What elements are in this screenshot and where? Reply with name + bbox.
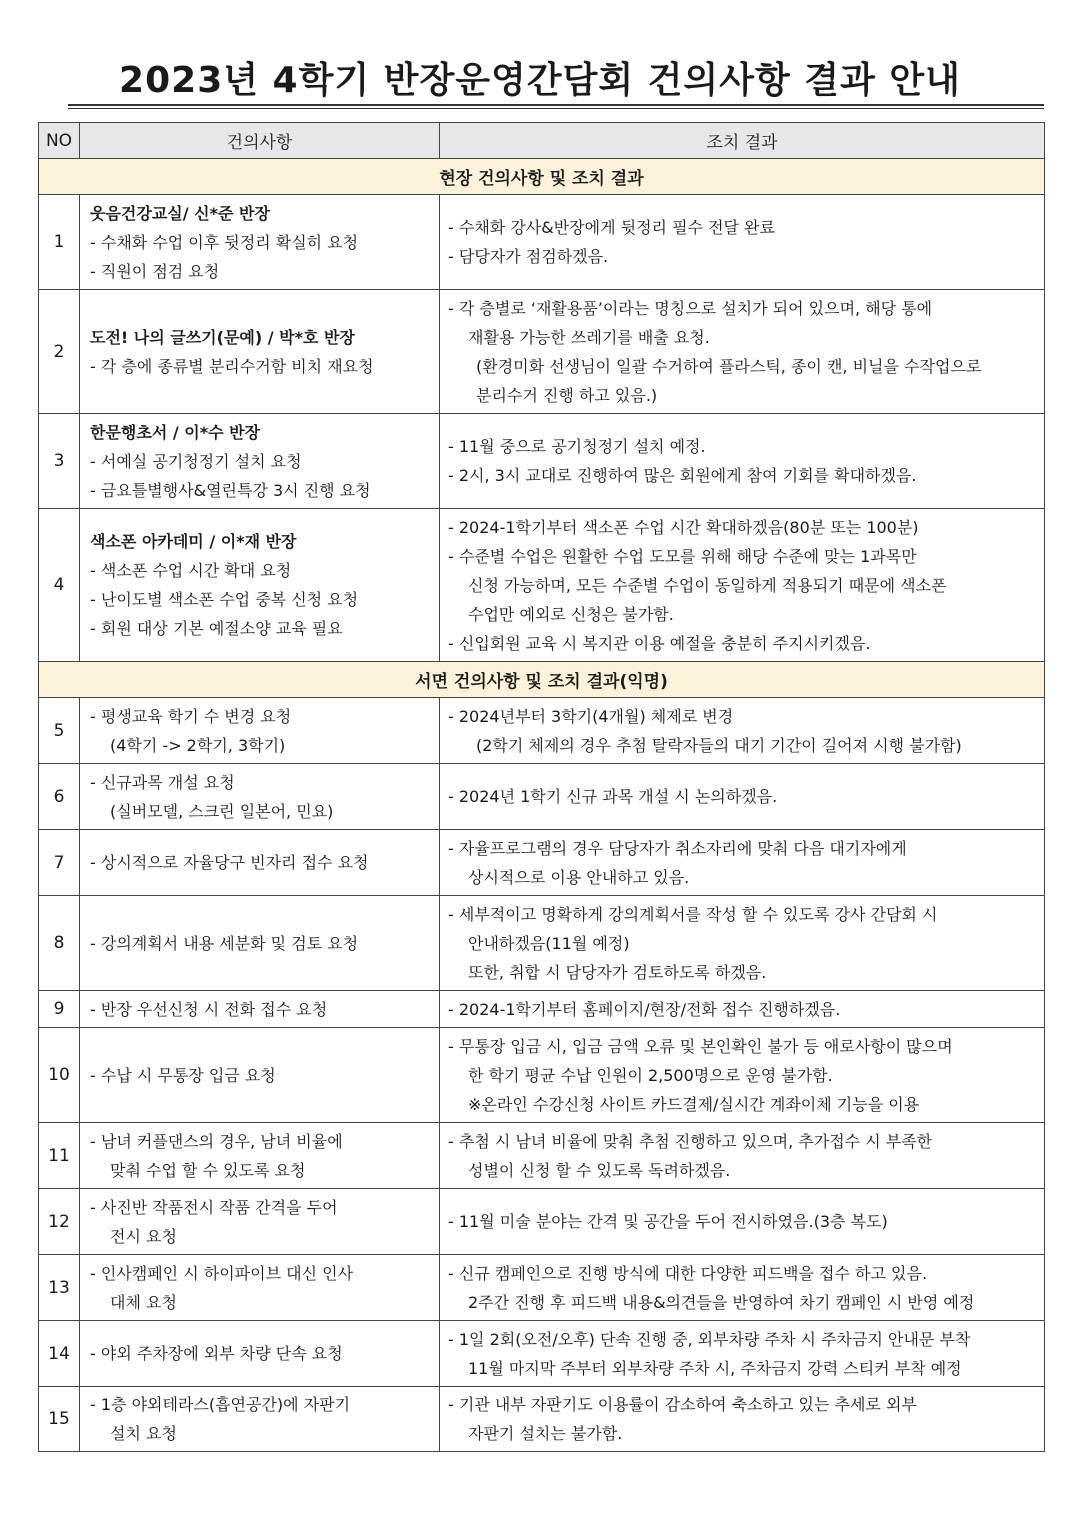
result-line: - 수채화 강사&반장에게 뒷정리 필수 전달 완료 <box>448 218 775 237</box>
request-line: - 신규과목 개설 요청 <box>90 772 235 792</box>
result-line: - 11월 중으로 공기청정기 설치 예정. <box>448 437 706 456</box>
result-cell <box>440 764 1045 830</box>
request-cell <box>80 1123 440 1189</box>
request-line: - 직원이 점검 요청 <box>90 261 220 281</box>
header-no: NO <box>39 123 80 159</box>
request-line: 대체 요청 <box>110 1292 177 1312</box>
request-cell <box>80 1189 440 1255</box>
table-row <box>39 195 1045 290</box>
request-cell <box>80 830 440 896</box>
request-cell <box>80 1255 440 1321</box>
result-line: - 11월 미술 분야는 간격 및 공간을 두어 전시하였음.(3층 복도) <box>448 1212 888 1231</box>
row-number: 8 <box>39 896 80 991</box>
results-table <box>38 122 1045 1452</box>
table-row <box>39 698 1045 764</box>
result-line: 신청 가능하며, 모든 수준별 수업이 동일하게 적용되기 때문에 색소폰 <box>468 575 947 595</box>
table-row <box>39 1387 1045 1452</box>
request-cell <box>80 764 440 830</box>
request-line: - 남녀 커플댄스의 경우, 남녀 비율에 <box>90 1131 343 1151</box>
table-row <box>39 991 1045 1028</box>
result-cell <box>440 1321 1045 1387</box>
result-line: - 세부적이고 명확하게 강의계획서를 작성 할 수 있도록 강사 간담회 시 <box>448 904 938 924</box>
result-cell <box>440 1189 1045 1255</box>
result-cell <box>440 830 1045 896</box>
result-line: 한 학기 평균 수납 인원이 2,500명으로 운영 불가함. <box>468 1065 833 1085</box>
result-line: 11월 마지막 주부터 외부차량 주차 시, 주차금지 강력 스티커 부착 예정 <box>468 1358 962 1378</box>
result-cell <box>440 896 1045 991</box>
result-line: - 신규 캠페인으로 진행 방식에 대한 다양한 피드백을 접수 하고 있음. <box>448 1263 928 1283</box>
table-row <box>39 1028 1045 1123</box>
result-line: 또한, 취합 시 담당자가 검토하도록 하겠음. <box>468 962 767 982</box>
result-line: - 수준별 수업은 원활한 수업 도모를 위해 해당 수준에 맞는 1과목만 <box>448 546 917 566</box>
table-row <box>39 1321 1045 1387</box>
table-row <box>39 1189 1045 1255</box>
result-cell <box>440 414 1045 509</box>
result-line: - 2024-1학기부터 홈페이지/현장/전화 접수 진행하겠음. <box>448 999 841 1019</box>
section-header-row <box>39 159 1045 195</box>
request-cell <box>80 290 440 414</box>
request-line: - 반장 우선신청 시 전화 접수 요청 <box>90 999 328 1019</box>
result-line: - 2024-1학기부터 색소폰 수업 시간 확대하겠음(80분 또는 100분) <box>448 517 919 537</box>
request-line: 전시 요청 <box>110 1226 177 1246</box>
result-line: - 2시, 3시 교대로 진행하여 많은 회원에게 참여 기회를 확대하겠음. <box>448 466 917 485</box>
row-number: 9 <box>39 991 80 1028</box>
result-line: (2학기 체제의 경우 추첨 탈락자들의 대기 기간이 길어져 시행 불가함) <box>476 735 962 755</box>
request-cell <box>80 509 440 662</box>
page-title: 2023년 4학기 반장운영간담회 건의사항 결과 안내 <box>119 60 961 101</box>
request-title: 도전! 나의 글쓰기(문예) / 박*호 반장 <box>90 327 355 347</box>
row-number: 5 <box>39 698 80 764</box>
row-number: 2 <box>39 290 80 414</box>
request-title: 색소폰 아카데미 / 이*재 반장 <box>90 532 297 551</box>
row-number: 11 <box>39 1123 80 1189</box>
request-line: - 금요틀별행사&열린특강 3시 진행 요청 <box>90 480 371 500</box>
request-cell <box>80 991 440 1028</box>
result-line: - 담당자가 점검하겠음. <box>448 247 609 266</box>
request-line: - 각 층에 종류별 분리수거함 비치 재요청 <box>90 356 374 376</box>
request-line: - 수채화 수업 이후 뒷정리 확실히 요청 <box>90 232 359 252</box>
request-cell <box>80 896 440 991</box>
request-line: - 사진반 작품전시 작품 간격을 두어 <box>90 1197 338 1217</box>
request-cell <box>80 698 440 764</box>
row-number: 13 <box>39 1255 80 1321</box>
result-line: ※온라인 수강신청 사이트 카드결제/실시간 계좌이체 기능을 이용 <box>468 1094 920 1114</box>
title-rule-thin <box>68 108 1044 109</box>
section-title: 현장 건의사항 및 조치 결과 <box>39 159 1045 195</box>
row-number: 4 <box>39 509 80 662</box>
request-line: - 상시적으로 자율당구 빈자리 접수 요청 <box>90 853 369 872</box>
section-header-row <box>39 662 1045 698</box>
row-number: 3 <box>39 414 80 509</box>
result-cell <box>440 1387 1045 1452</box>
request-line: - 난이도별 색소폰 수업 중복 신청 요청 <box>90 590 359 609</box>
result-line: (환경미화 선생님이 일괄 수거하여 플라스틱, 종이 캔, 비닐을 수작업으로 <box>476 356 982 376</box>
request-cell <box>80 195 440 290</box>
request-line: 설치 요청 <box>110 1424 177 1443</box>
request-line: - 수납 시 무통장 입금 요청 <box>90 1065 276 1085</box>
request-line: - 강의계획서 내용 세분화 및 검토 요청 <box>90 933 359 953</box>
table-row <box>39 764 1045 830</box>
result-line: 성별이 신청 할 수 있도록 독려하겠음. <box>468 1160 731 1180</box>
request-line: - 야외 주차장에 외부 차량 단속 요청 <box>90 1344 343 1363</box>
result-cell <box>440 290 1045 414</box>
request-cell <box>80 1321 440 1387</box>
result-line: 재활용 가능한 쓰레기를 배출 요청. <box>468 327 710 347</box>
title-rule <box>68 104 1044 106</box>
table-row <box>39 896 1045 991</box>
result-line: 수업만 예외로 신청은 불가함. <box>468 604 674 624</box>
request-line: - 회원 대상 기본 예절소양 교육 필요 <box>90 619 343 638</box>
result-line: 2주간 진행 후 피드백 내용&의견들을 반영하여 차기 캠페인 시 반영 예정 <box>468 1292 975 1312</box>
header-result: 조치 결과 <box>440 123 1045 159</box>
section-title: 서면 건의사항 및 조치 결과(익명) <box>39 662 1045 698</box>
request-line: (실버모델, 스크린 일본어, 민요) <box>110 801 334 821</box>
row-number: 7 <box>39 830 80 896</box>
request-line: - 평생교육 학기 수 변경 요청 <box>90 706 292 726</box>
request-line: (4학기 -> 2학기, 3학기) <box>110 735 286 755</box>
request-title: 웃음건강교실/ 신*준 반장 <box>90 203 270 223</box>
table-row <box>39 509 1045 662</box>
row-number: 15 <box>39 1387 80 1452</box>
result-cell <box>440 195 1045 290</box>
result-cell <box>440 698 1045 764</box>
result-cell <box>440 1028 1045 1123</box>
result-line: - 각 층별로 ‘재활용품’이라는 명칭으로 설치가 되어 있으며, 해당 통에 <box>448 298 933 318</box>
request-line: - 서예실 공기청정기 설치 요청 <box>90 451 302 471</box>
table-row <box>39 1255 1045 1321</box>
request-line: - 인사캠페인 시 하이파이브 대신 인사 <box>90 1263 354 1283</box>
result-line: - 기관 내부 자판기도 이용률이 감소하여 축소하고 있는 추세로 외부 <box>448 1395 917 1414</box>
request-cell <box>80 1028 440 1123</box>
result-line: 자판기 설치는 불가함. <box>468 1424 623 1443</box>
row-number: 1 <box>39 195 80 290</box>
result-line: - 자율프로그램의 경우 담당자가 취소자리에 맞춰 다음 대기자에게 <box>448 838 907 858</box>
table-row <box>39 1123 1045 1189</box>
result-line: - 2024년 1학기 신규 과목 개설 시 논의하겠음. <box>448 787 778 806</box>
result-line: - 2024년부터 3학기(4개월) 체제로 변경 <box>448 706 734 726</box>
result-cell <box>440 991 1045 1028</box>
result-cell <box>440 1123 1045 1189</box>
result-line: 상시적으로 이용 안내하고 있음. <box>468 867 690 887</box>
row-number: 10 <box>39 1028 80 1123</box>
result-line: 분리수거 진행 하고 있음.) <box>476 385 658 405</box>
header-request: 건의사항 <box>80 123 440 159</box>
result-cell <box>440 1255 1045 1321</box>
row-number: 6 <box>39 764 80 830</box>
result-line: - 추첨 시 남녀 비율에 맞춰 추첨 진행하고 있으며, 추가접수 시 부족한 <box>448 1131 933 1151</box>
request-title: 한문행초서 / 이*수 반장 <box>90 422 261 442</box>
request-cell <box>80 1387 440 1452</box>
result-line: 안내하겠음(11월 예정) <box>468 933 630 953</box>
request-line: - 색소폰 수업 시간 확대 요청 <box>90 561 292 580</box>
row-number: 12 <box>39 1189 80 1255</box>
table-row <box>39 830 1045 896</box>
row-number: 14 <box>39 1321 80 1387</box>
table-row <box>39 414 1045 509</box>
result-line: - 1일 2회(오전/오후) 단속 진행 중, 외부차량 주차 시 주차금지 안내문 부착 <box>448 1329 971 1349</box>
result-line: - 신입회원 교육 시 복지관 이용 예절을 충분히 주지시키겠음. <box>448 633 871 653</box>
result-line: - 무통장 입금 시, 입금 금액 오류 및 본인확인 불가 등 애로사항이 많으며 <box>448 1036 953 1056</box>
request-line: - 1층 야외테라스(흡연공간)에 자판기 <box>90 1395 351 1414</box>
header-row <box>39 123 1045 159</box>
table-row <box>39 290 1045 414</box>
request-line: 맞춰 수업 할 수 있도록 요청 <box>110 1160 306 1180</box>
request-cell <box>80 414 440 509</box>
result-cell <box>440 509 1045 662</box>
